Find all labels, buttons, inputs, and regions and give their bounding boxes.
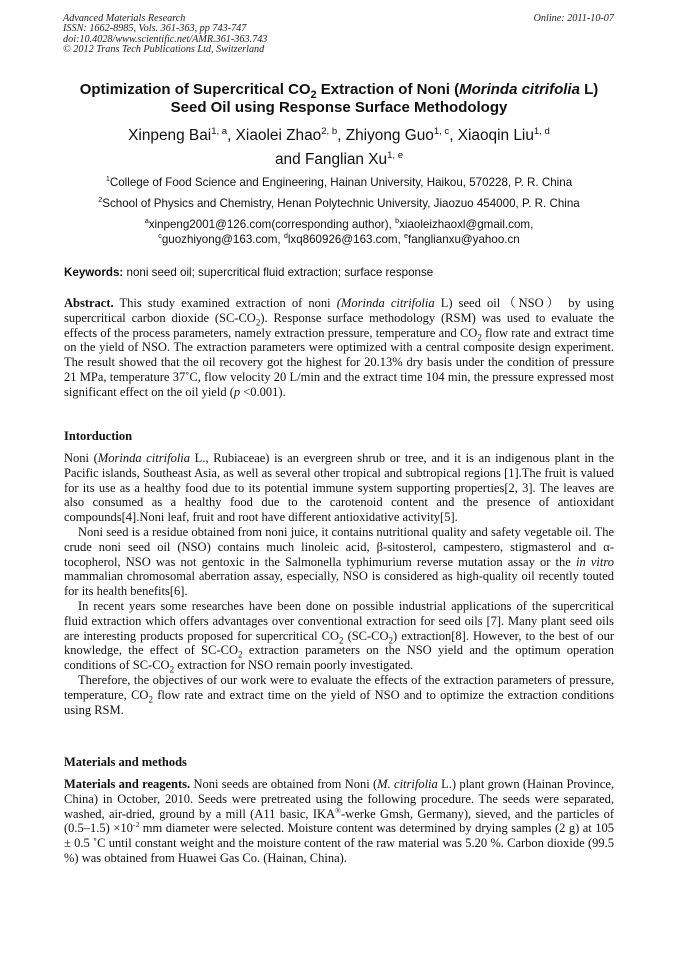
affiliation-1	[40, 176, 638, 190]
author-name: Xiaolei Zhao	[235, 127, 322, 144]
affiliation-text: School of Physics and Chemistry, Henan Polytechnic University, Jiaozuo 454000, P. R. China	[102, 197, 580, 210]
email-link[interactable]: guozhiyong@163.com	[161, 233, 278, 246]
title-part: Optimization of Supercritical CO	[79, 81, 311, 98]
text: flow rate and extract time on the yield of NSO and to optimize the extraction conditions using RSM.	[64, 687, 614, 717]
affiliation-text: College of Food Science and Engineering, Hainan University, Haikou, 570228, P. R. China	[109, 176, 573, 189]
abstract-label: Abstract.	[64, 296, 114, 310]
p-value-symbol: p	[233, 384, 241, 399]
text: (SC-CO	[343, 628, 389, 643]
text: ) extraction[8]. However, to the best of our knowledge, the effect of SC-CO	[64, 628, 614, 658]
subscript: 2	[255, 317, 261, 328]
author-marker: 1, e	[387, 149, 403, 161]
author-name: Xiaoqin Liu	[457, 127, 534, 144]
subsection-label: Materials and reagents.	[64, 777, 191, 791]
keywords	[64, 266, 624, 280]
author-marker: 1, d	[533, 125, 550, 137]
author-emails: $^a$xinpeng2001@126.com(corresponding author), $^b$xiaoleizhaoxl@gmail.com, $^c$guozhiyong@163.com, $^d$lxq860926@163.com, $^e$fanglianxu@yahoo.cn	[144, 216, 534, 246]
author-name: Fanglian Xu	[304, 151, 388, 168]
materials-and-reagents	[64, 777, 614, 866]
title-part: L)	[579, 81, 599, 98]
title-part: Extraction of Noni (	[316, 81, 460, 98]
author-marker: 2, b	[321, 125, 338, 137]
subscript: 2	[477, 332, 482, 343]
title-species: Morinda citrifolia	[459, 81, 580, 98]
text: mm diameter were selected. Moisture content was determined by drying samples (2 g) at 105 ± 0.5 ˚C until constant weight and the moisture content of the raw material was 5.20 %. Carbon dioxide (99.5 %) was obtained from Huawei Gas Co. (Hainan, China).	[64, 821, 614, 865]
paragraph	[64, 525, 614, 599]
keywords-text: noni seed oil; supercritical fluid extraction; surface response	[123, 266, 434, 279]
text: L., Rubiaceae) is an evergreen shrub or tree, and it is an indigenous plant in the Pacific islands, Southeast Asia, as well as several other tropical and subtropical regions [1].The fruit is valued for its use as a healthy food due to its potential immune system supporting properties[2, 3]. The leaves are also consumed as a healthy food due to the carotenoid content and the presence of antioxidant compounds[4].Noni leaf, fruit and root have different antioxidative activity[5].	[64, 451, 614, 525]
email-link[interactable]: lxq860926@163.com	[287, 233, 398, 246]
issn-line: ISSN: 1662-8985, Vols. 361-363, pp 743-747	[63, 23, 247, 35]
abstract-text: <0.001).	[240, 384, 286, 399]
author-list: Xinpeng Bai$^{1, a}$, Xiaolei Zhao$^{2, b}$, Zhiyong Guo$^{1, c}$, Xiaoqin Liu$^{1, d}$ and Fanglian Xu$^{1, e}$	[128, 125, 550, 168]
paragraph	[64, 599, 614, 673]
species-name: Morinda citrifolia	[97, 451, 191, 465]
text: mammalian chromosomal aberration assay, especially, NSO is considered as high-quality oil recently touted for its health benefits[6].	[64, 569, 614, 599]
author-marker: 1, c	[433, 125, 450, 137]
introduction	[64, 451, 614, 717]
journal-name: Advanced Materials Research	[63, 13, 186, 24]
text: Noni seed is a residue obtained from noni juice, it contains nutritional quality and safety vegetable oil. The crude noni seed oil (NSO) contains much linoleic acid, β-sitosterol, campestero, stigmasterol and α-tocopherol, NSO was not gentoxic in the Salmonella typhimurium reverse mutation assay or the	[64, 524, 614, 569]
species-name: (Morinda citrifolia	[336, 296, 435, 310]
text: extraction for NSO remain poorly investigated.	[174, 658, 414, 673]
author-name: Xinpeng Bai	[128, 127, 212, 144]
author-name: Zhiyong Guo	[345, 127, 434, 144]
text: Therefore, the objectives of our work were to evaluate the effects of the extraction parameters of pressure, temperature, CO	[64, 672, 614, 702]
online-date	[534, 14, 614, 24]
email-link[interactable]: xiaoleizhaoxl@gmail.com	[399, 218, 531, 231]
section-heading-methods: Materials and methods	[64, 755, 187, 769]
affiliation-marker: 1	[105, 174, 110, 184]
text: In recent years some researches have been done on possible industrial applications of the supercritical fluid extraction which offers advantages over conventional extraction for seed oils [7]. Many plant seed oils are interesting products proposed for supercritical CO	[64, 598, 614, 643]
email-link[interactable]: fanglianxu@yahoo.cn	[408, 233, 520, 246]
author-conjunction: and	[274, 151, 305, 168]
author-marker: 1, a	[211, 125, 228, 137]
copyright-line: © 2012 Trans Tech Publications Ltd, Switzerland	[63, 44, 265, 56]
italic-term: in vitro	[575, 554, 614, 569]
subscript: 2	[388, 635, 394, 646]
paragraph	[64, 673, 614, 717]
paragraph	[64, 451, 614, 525]
registered-mark: ®	[335, 805, 341, 815]
species-name: M. citrifolia	[377, 777, 438, 791]
abstract-text: This study examined extraction of noni	[113, 296, 337, 310]
abstract-text: flow rate and extract time on the yield of NSO. The extraction parameters were optimized with a central composite design experiment. The result showed that the oil recovery got the highest for 20.13% dry basis under the condition of pressure 21 MPa, temperature 37˚C, flow velocity 20 L/min and the extract time 104 min, the pressure expressed most significant effect on the oil yield (	[64, 325, 614, 399]
affiliation-marker: 2	[98, 195, 103, 205]
online-date-text: Online: 2011-10-07	[533, 13, 614, 24]
email-link[interactable]: xinpeng2001@126.com(corresponding author)	[148, 218, 389, 231]
paper-title	[50, 81, 628, 117]
text: -werke Gmsh, Germany), sieved, and the particles of (0.5–1.5) ×10	[64, 806, 614, 836]
doi-line: doi:10.4028/www.scientific.net/AMR.361-363.743	[63, 33, 268, 45]
subscript: 2	[238, 649, 243, 660]
text: Noni seeds are obtained from Noni (	[190, 777, 378, 791]
abstract	[64, 296, 614, 400]
journal-header	[63, 14, 267, 56]
affiliation-2	[40, 197, 638, 211]
keywords-label: Keywords:	[64, 266, 124, 279]
subscript: 2	[148, 694, 153, 705]
text: extraction parameters on the NSO yield and the optimum operation conditions of SC-CO	[64, 643, 614, 673]
subscript: 2	[339, 635, 344, 646]
abstract-text: L) seed oil（NSO） by using supercritical carbon dioxide (SC-CO	[64, 296, 614, 325]
title-line2: Seed Oil using Response Surface Methodology	[170, 99, 508, 116]
abstract-text: ). Response surface methodology (RSM) was used to evaluate the effects of the process parameters, namely extraction pressure, temperature and CO	[64, 310, 614, 340]
subscript: 2	[169, 664, 175, 675]
text: L.) plant grown (Hainan Province, China) in October, 2010. Seeds were pretreated using the following procedure. The seeds were separated, washed, air-dried, ground by a mill (A11 basic, IKA	[64, 777, 614, 821]
text: Noni (	[64, 451, 98, 465]
title-subscript: 2	[310, 89, 317, 101]
exponent: -2	[132, 820, 140, 830]
section-heading-introduction: Intorduction	[64, 429, 133, 443]
